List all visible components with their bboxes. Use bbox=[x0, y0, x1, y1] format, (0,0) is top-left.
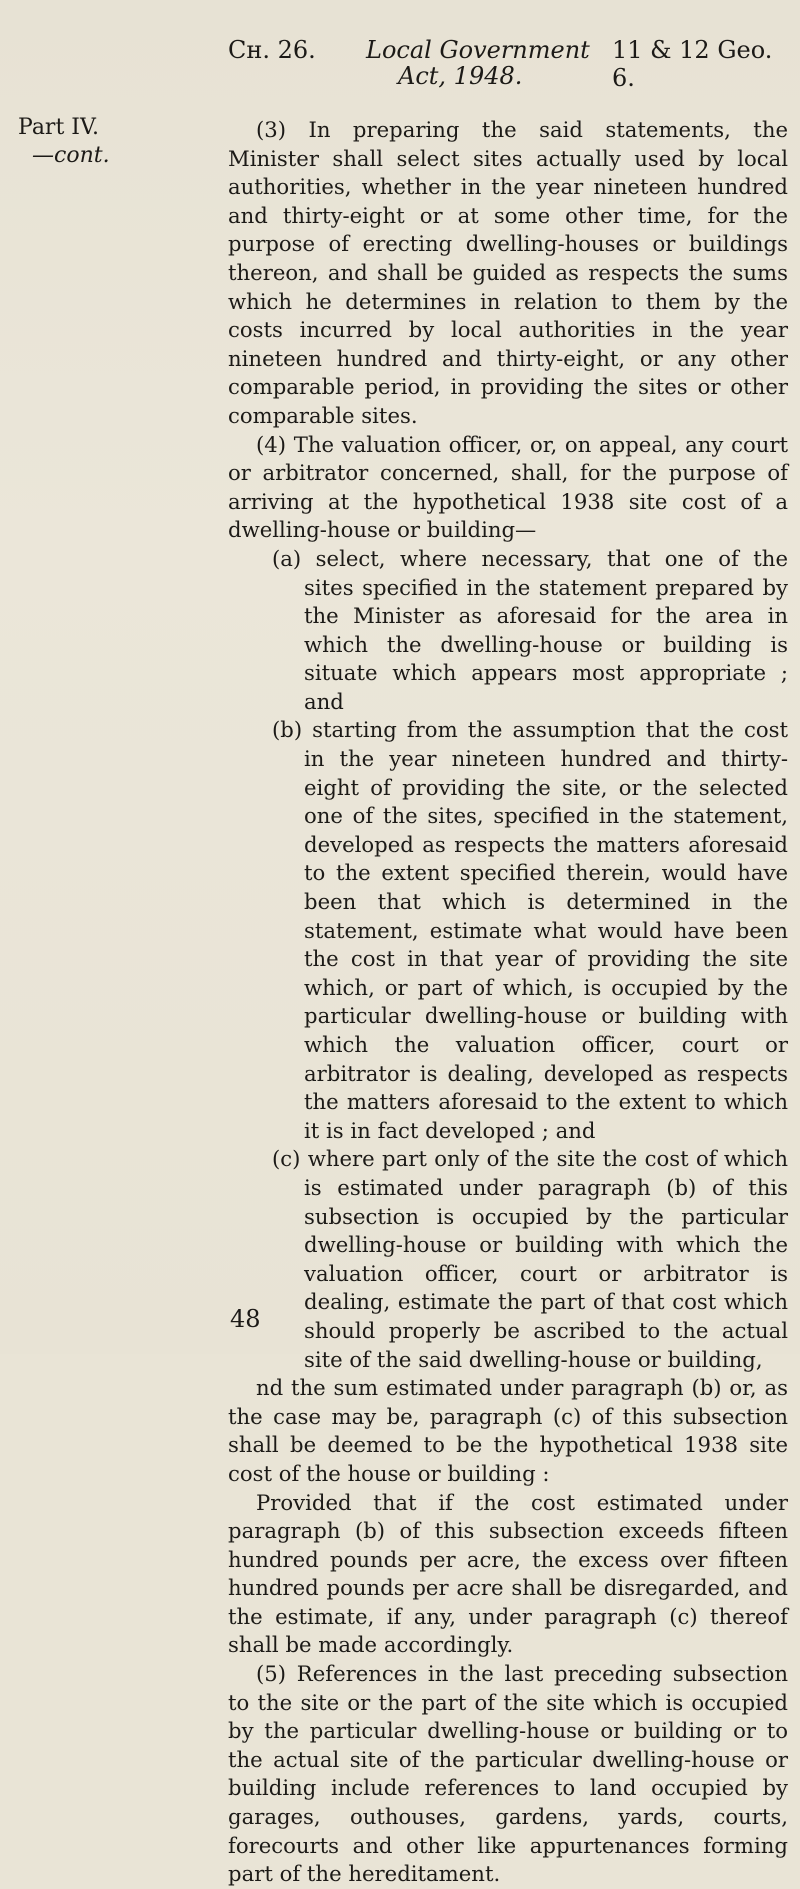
main-text bbox=[228, 116, 788, 1889]
proviso: Provided that if the cost estimated under paragraph (b) of this subsection exceeds fifteen hundred pounds per acre, the excess over fifteen hundred pounds per acre shall be disregarded, and the estimate, if any, under paragraph (c) thereof shall be made accordingly. bbox=[228, 1489, 788, 1658]
act-year: Act, 1948. bbox=[398, 62, 523, 90]
regnal-year: 11 & 12 Geo. 6. bbox=[612, 36, 773, 92]
paragraph-c: (c) where part only of the site the cost of which is estimated under paragraph (b) of this subsection is occupied by the particular dwelling-house or building with which the valuation officer, court or arbitrator is dealing, estimate the part of that cost which should properly be ascribed to the actual site of the said dwelling-house or building, bbox=[272, 1146, 788, 1372]
paragraph-b: (b) starting from the assumption that the cost in the year nineteen hundred and thirty-eight of providing the site, or the selected one of the sites, specified in the statement, developed as respects the matters aforesaid to the extent specified therein, would have been that which is determined in the statement, estimate what would have been the cost in that year of providing the site which, or part of which, is occupied by the particular dwelling-house or building with which the valuation officer, court or arbitrator is dealing, developed as respects the matters aforesaid to the extent to which it is in fact developed ; and bbox=[272, 717, 788, 1143]
subsection-4-closing: nd the sum estimated under paragraph (b) or, as the case may be, paragraph (c) of this subsection shall be deemed to be the hypothetical 1938 site cost of the house or building : bbox=[228, 1375, 788, 1486]
subsection-4: (4) The valuation officer, or, on appeal, any court or arbitrator concerned, shall, for the purpose of arriving at the hypothetical 1938 site cost of a dwelling-house or building— bbox=[228, 431, 788, 543]
continued-label: —cont. bbox=[32, 143, 110, 168]
subsection-3: (3) In preparing the said statements, the Minister shall select sites actually used by local authorities, whether in the year nineteen hundred and thirty-eight or at some other time, for the purpose of erecting dwelling-houses or buildings thereon, and shall be guided as respects the sums which he determines in relation to them by the costs incurred by local authorities in the year nineteen hundred and thirty-eight, or any other comparable period, in providing the sites or other comparable sites. bbox=[228, 117, 788, 428]
subsection-5: (5) References in the last preceding subsection to the site or the part of the site which is occupied by the particular dwelling-house or building or to the actual site of the particular dwelling-house or building include references to land occupied by garages, outhouses, gardens, yards, courts, forecourts and other like appurtenances forming part of the hereditament. bbox=[228, 1661, 788, 1887]
chapter-number: Cн. 26. bbox=[228, 36, 316, 64]
act-title: Local Government bbox=[366, 36, 590, 64]
page-number: 48 bbox=[230, 1305, 261, 1333]
paragraph-a: (a) select, where necessary, that one of the sites specified in the statement prepared by the Minister as aforesaid for the area in which the dwelling-house or building is situate which appears most appropriate ; and bbox=[272, 545, 788, 714]
margin-note bbox=[18, 114, 110, 170]
part-label: Part IV. bbox=[18, 115, 100, 140]
